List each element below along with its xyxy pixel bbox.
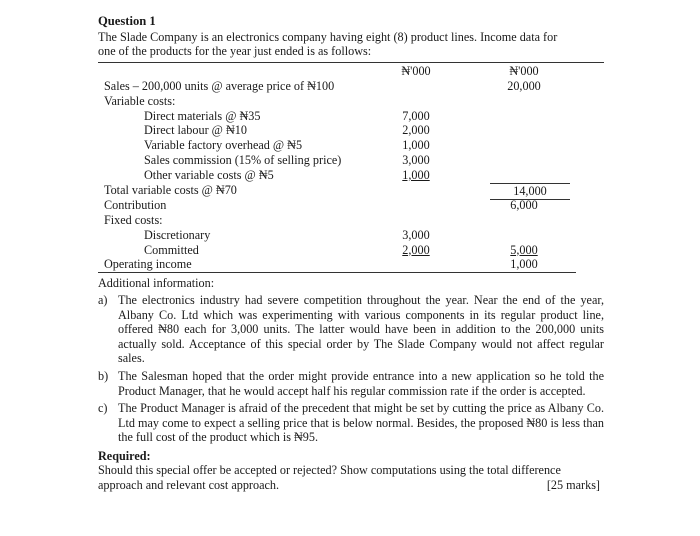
required-heading: Required: bbox=[98, 448, 151, 463]
info-item-c bbox=[98, 401, 604, 445]
row-variable-overhead bbox=[98, 138, 604, 153]
additional-information-list bbox=[98, 293, 604, 445]
item-text: The electronics industry had severe competition throughout the year. Near the end of the year, Albany Co. Ltd which was experimenting with various components in its regular product line, offered ₦80 each for 3,000 units. The latter would have been in addition to the 200,000 units actually sold. Acceptance of this special order by The Slade Company would not affect regular sales. bbox=[118, 292, 604, 366]
item-text: The Salesman hoped that the order might provide entrance into a new application so he told the Product Manager, that he would accept half his regular commission rate if the order is accepted. bbox=[118, 368, 604, 398]
question-title: Question 1 bbox=[98, 14, 156, 28]
item-marker: a) bbox=[98, 292, 108, 307]
row-label: Total variable costs @ ₦70 bbox=[104, 183, 237, 198]
row-label: Other variable costs @ ₦5 bbox=[144, 168, 274, 183]
row-direct-labour bbox=[98, 123, 604, 138]
row-contribution bbox=[98, 198, 604, 213]
marks-label: [25 marks] bbox=[546, 478, 600, 493]
row-label: Sales commission (15% of selling price) bbox=[144, 153, 342, 168]
question-document bbox=[98, 14, 604, 493]
row-label: Operating income bbox=[104, 257, 192, 272]
question-intro bbox=[98, 30, 604, 63]
statement-header-row bbox=[98, 63, 604, 79]
row-label: Direct materials @ ₦35 bbox=[144, 108, 261, 123]
row-value-col2: 1,000 bbox=[510, 257, 538, 272]
intro-line-1: The Slade Company is an electronics company having eight (8) product lines. Income data for bbox=[98, 29, 558, 44]
row-value-col2: 5,000 bbox=[510, 242, 538, 257]
additional-information-heading: Additional information: bbox=[98, 276, 215, 291]
row-value-col1: 3,000 bbox=[402, 153, 430, 168]
col2-header: ₦'000 bbox=[509, 63, 539, 78]
row-committed bbox=[98, 243, 604, 258]
row-total-variable bbox=[98, 183, 604, 198]
row-label: Sales – 200,000 units @ average price of ₦100 bbox=[104, 78, 335, 93]
row-operating-income bbox=[98, 257, 576, 273]
item-text: The Product Manager is afraid of the precedent that might be set by cutting the price as Albany Co. Ltd may come to expect a selling price that is below normal. Besides, the proposed ₦80 is less than the full cost of the product which is ₦95. bbox=[118, 401, 604, 445]
intro-line-2: one of the products for the year just ended is as follows: bbox=[98, 44, 604, 63]
row-value-col1: 1,000 bbox=[402, 138, 430, 153]
row-value-col2: 6,000 bbox=[510, 197, 538, 212]
row-label: Fixed costs: bbox=[104, 212, 163, 227]
row-value-col1: 3,000 bbox=[402, 227, 430, 242]
row-label: Contribution bbox=[104, 197, 167, 212]
col1-header: ₦'000 bbox=[401, 63, 431, 78]
required-line-2-wrap bbox=[98, 478, 604, 493]
info-item-a bbox=[98, 293, 604, 366]
row-value-col1: 7,000 bbox=[402, 108, 430, 123]
required-line-1: Should this special offer be accepted or rejected? Show computations using the total difference bbox=[98, 463, 561, 478]
info-item-b bbox=[98, 369, 604, 398]
row-direct-materials bbox=[98, 109, 604, 124]
row-label: Direct labour @ ₦10 bbox=[144, 123, 247, 138]
income-statement bbox=[98, 63, 604, 274]
required-text bbox=[98, 463, 604, 492]
row-value-col1: 2,000 bbox=[402, 123, 430, 138]
item-marker: c) bbox=[98, 401, 108, 416]
row-label: Variable costs: bbox=[104, 93, 176, 108]
row-value-col2: 14,000 bbox=[490, 183, 570, 200]
row-label: Discretionary bbox=[144, 227, 211, 242]
row-value-col1: 1,000 bbox=[402, 168, 430, 183]
row-value-col1: 2,000 bbox=[402, 242, 430, 257]
row-fixed-costs-heading bbox=[98, 213, 604, 228]
row-label: Variable factory overhead @ ₦5 bbox=[144, 138, 303, 153]
row-variable-costs-heading bbox=[98, 94, 604, 109]
row-value-col2: 20,000 bbox=[507, 78, 541, 93]
item-marker: b) bbox=[98, 368, 109, 383]
row-sales bbox=[98, 79, 604, 94]
required-line-2: approach and relevant cost approach. bbox=[98, 478, 280, 493]
row-sales-commission bbox=[98, 153, 604, 168]
row-other-variable bbox=[98, 168, 604, 183]
row-discretionary bbox=[98, 228, 604, 243]
row-label: Committed bbox=[144, 242, 199, 257]
